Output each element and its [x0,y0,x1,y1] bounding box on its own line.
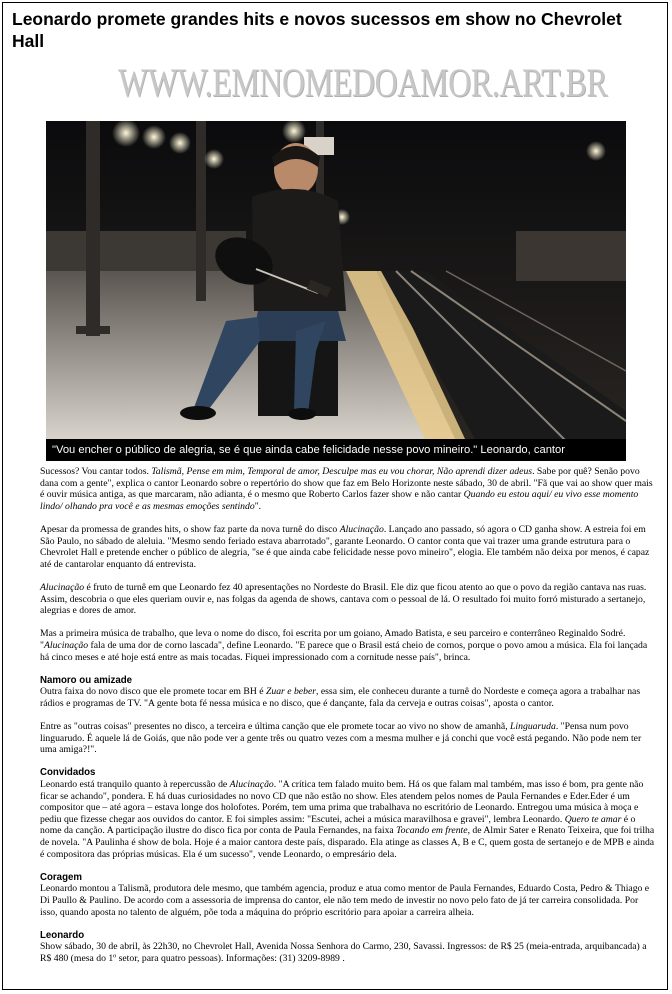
text-run: fala de uma dor de corno lascada", define Leonardo. "E parece que o Brasil está cheio de cornos, porque o povo amou a música. Ela foi lançada há cinco meses e até hoje está entre as mais tocadas. Fiquei impressionado com a cornitude nesse país", brinca. [40,639,648,663]
text-run: . "Pensa num povo linguarudo. É aquele lá de Goiás, que não pode ver a gente três ou quatro vezes com a mesma mulher e já conchi que você está pegando. Não pode nem ter uma amiga?!". [40,721,642,756]
section-heading: Coragem [40,871,82,883]
paragraph [40,721,656,756]
song-titles: Talismã, Pense em mim, Temporal de amor, Desculpe mas eu vou chorar, Não aprendi dizer adeus [151,466,533,477]
album-title: Alucinação [339,523,384,535]
song-title: Quero te amar [564,813,622,825]
section-heading: Convidados [40,767,96,779]
text-run: Leonardo está tranquilo quanto à repercussão de [40,779,230,791]
text-run: ". [254,500,262,512]
text-run: Sucessos? Vou cantar todos. [40,466,152,477]
paragraph [40,686,656,709]
site-watermark: WWW.EMNOMEDOAMOR.ART.BR [118,60,608,105]
headline: Leonardo promete grandes hits e novos sucessos em show no Chevrolet Hall [12,9,622,51]
text-run: é o nome da canção. A participação ilustre do disco fica por conta de Paula Fernandes, na faixa [40,813,636,837]
section-heading: Leonardo [40,929,85,941]
paragraph [40,524,656,570]
album-title: Alucinação [43,639,89,651]
paragraph [40,582,656,617]
singer-at-train-platform-illustration [46,121,626,461]
article-body [40,466,656,976]
text-run: é fruto de turnê em que Leonardo fez 40 apresentações no Nordeste do Brasil. Ele diz que ficou atento ao que o povo da região cantava nas ruas. Assim, descobria o que eles queriam ouvir e, nas folgas da agenda de shows, cantava com o pessoal de lá. O resultado foi muito forró misturado a sertanejo, alegrias e dores de amor. [40,581,647,617]
paragraph [40,466,656,512]
song-title: Linguaruda [510,721,556,733]
paragraph [40,779,656,860]
text-run: Outra faixa do novo disco que ele promete tocar em BH é [40,686,266,698]
text-run: Entre as "outras coisas" presentes no disco, a terceira e última canção que ele promete tocar ao vivo no show de amanhã, [40,721,511,733]
song-title: Tocando em frente [396,825,468,837]
text-run: Mas a primeira música de trabalho, que leva o nome do disco, foi escrita por um goiano, Amado Batista, e seu parceiro e conterrâneo Reginaldo Sodré. " [40,628,626,651]
song-title: Zuar e beber [265,686,317,698]
text-run: Apesar da promessa de grandes hits, o show faz parte da nova turnê do disco [40,523,340,535]
album-title: Alucinação [229,779,274,791]
text-run: , de Almir Sater e Renato Teixeira, que foi trilha de novela. "A Paulinha é show de bola. Hoje é a maior cantora deste país, disparado. Ela atinge as classes A, B e C, quem gosta de sertanejo e de MPB e ainda é compositora das próprias músicas. Ela é um sucesso", vende Leonardo, o empresário dela. [40,825,655,860]
text-run: . Lançado ano passado, só agora o CD ganha show. A estreia foi em São Paulo, no sábado de aleluia. "Mesmo sendo feriado estava abarrotado", garante Leonardo. O cantor conta que vai trazer uma grande estrutura para o Chevrolet Hall e pretende encher o público de alegria, "se é que ainda cabe felicidade nesse povo mineiro", elogia. Ele também não deixa por menos, é capaz até de cantarolar enquanto dá entrevista. [40,523,650,570]
show-info-paragraph: Show sábado, 30 de abril, às 22h30, no Chevrolet Hall, Avenida Nossa Senhora do Carmo, 230, Savassi. Ingressos: de R$ 25 (meia-entrada, arquibancada) a R$ 480 (mesa do 1º setor, para quatro pessoas). Informações: (31) 3209-8989 . [40,941,647,964]
paragraph [40,628,656,663]
text-run: . "A crítica tem falado muito bem. Há os que falam mal também, mas isso é bom, pra gente não ficar se achando", pondera. E há duas curiosidades no novo CD que não estão no show. Eles atendem pelos nomes de Paula Fernandes e Eder.Eder é um compositor que – até agora – estava longe dos holofotes. Porém, tem uma prima que trabalhava no escritório de Leonardo. Entregou uma música à moça e pediu que fizesse chegar aos ouvidos do cantor. E foi simples assim: "Escutei, achei a música maravilhosa e gravei", lembra Leonardo. [40,779,644,825]
song-lyric: Quando eu estou aqui/ eu vivo esse momento lindo/ olhando pra você e as mesmas emoções sentindo [40,489,639,512]
album-title: Alucinação [40,581,85,593]
photo-caption: "Vou encher o público de alegria, se é que ainda cabe felicidade nesse povo mineiro." Leonardo, cantor [46,439,626,461]
text-run: , essa sim, ele conheceu durante a turnê do Nordeste e começa agora a trabalhar nas rádios e programas de TV. "A gente bota fé nessa música e no disco, que é dançante, fala da cerveja e outras coisas", aposta o cantor. [40,686,641,709]
section-heading: Namoro ou amizade [40,674,133,686]
article-photo [46,121,626,461]
paragraph: Leonardo montou a Talismã, produtora dele mesmo, que também agencia, produz e atua como mentor de Paula Fernandes, Eduardo Costa, Pedro & Thiago e Di Paullo & Paulino. De acordo com a assessoria de imprensa do cantor, ele não tem medo de investir no novo pelo fato de já ter carreira consolidada. Por isso, quando aposta no talento de alguém, põe toda a máquina do próprio escritório para apoiar a carreira alheia. [40,883,650,918]
text-run: . Sabe por quê? Senão povo dana com a gente", explica o cantor Leonardo sobre o repertório do show que faz em Belo Horizonte neste sábado, 30 de abril. "Fã que vai ao show quer mais é ouvir música antiga, as que marcaram, não adianta, é o mesmo que Roberto Carlos fazer show e não cantar [40,466,653,501]
